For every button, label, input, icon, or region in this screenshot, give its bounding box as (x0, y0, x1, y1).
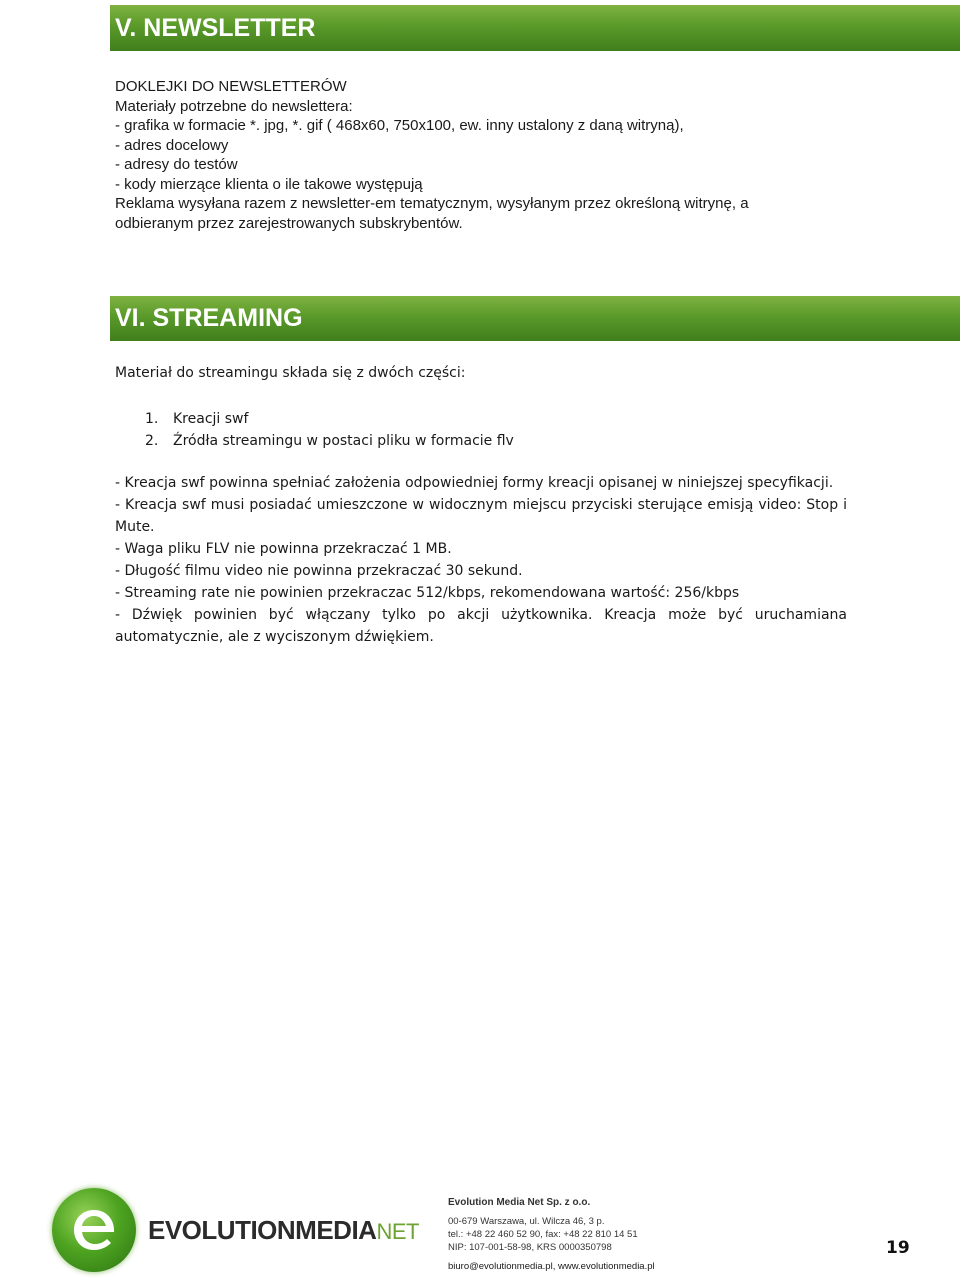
newsletter-line: - adresy do testów (115, 156, 238, 173)
page-number: 19 (886, 1238, 910, 1258)
newsletter-line: - grafika w formacie *. jpg, *. gif ( 468x60, 750x100, ew. inny ustalony z daną witryną), (115, 117, 684, 134)
streaming-rules (115, 472, 847, 648)
logo-e-icon (70, 1206, 118, 1254)
list-number: 2. (145, 433, 159, 449)
company-name: Evolution Media Net Sp. z o.o. (448, 1197, 591, 1208)
list-number: 1. (145, 411, 159, 427)
newsletter-line: - kody mierzące klienta o ile takowe występują (115, 175, 423, 193)
newsletter-line: - adres docelowy (115, 136, 229, 154)
streaming-list (145, 408, 877, 452)
list-item (145, 430, 877, 452)
company-address: 00-679 Warszawa, ul. Wilcza 46, 3 p. (448, 1216, 605, 1227)
rule-item: - Streaming rate nie powinien przekraczac 512/kbps, rekomendowana wartość: 256/kbps (115, 585, 740, 601)
rule-item: - Kreacja swf powinna spełniać założenia odpowiedniej formy kreacji opisanej w niniejszej specyfikacji. (115, 475, 834, 491)
section-heading-newsletter: V. NEWSLETTER (110, 5, 960, 51)
rule-item: - Waga pliku FLV nie powinna przekraczać 1 MB. (115, 541, 452, 557)
company-contact: biuro@evolutionmedia.pl, www.evolutionmedia.pl (448, 1261, 655, 1272)
streaming-intro: Materiał do streamingu składa się z dwóch części: (115, 365, 466, 381)
newsletter-line: odbieranym przez zarejestrowanych subskrybentów. (115, 214, 463, 232)
list-text: Kreacji swf (173, 411, 249, 427)
newsletter-line: Materiały potrzebne do newslettera: (115, 97, 353, 115)
logo-emblem-icon (52, 1188, 136, 1272)
newsletter-line: DOKLEJKI DO NEWSLETTERÓW (115, 78, 347, 95)
company-ids: NIP: 107-001-58-98, KRS 0000350798 (448, 1242, 612, 1253)
list-text: Źródła streamingu w postaci pliku w formacie flv (173, 433, 514, 449)
company-info (448, 1196, 655, 1273)
company-phone: tel.: +48 22 460 52 90, fax: +48 22 810 14 51 (448, 1229, 638, 1240)
newsletter-body (115, 77, 835, 233)
newsletter-line: Reklama wysyłana razem z newsletter-em tematycznym, wysyłanym przez określoną witrynę, a (115, 195, 749, 212)
section-heading-streaming: VI. STREAMING (110, 296, 960, 341)
company-logo (52, 1188, 419, 1274)
rule-item: - Kreacja swf musi posiadać umieszczone w widocznym miejscu przyciski sterujące emisją video: Stop i Mute. (115, 497, 847, 535)
rule-item: - Długość filmu video nie powinna przekraczać 30 sekund. (115, 563, 523, 579)
logo-wordmark: EVOLUTIONMEDIANET (148, 1215, 419, 1245)
rule-item: - Dźwięk powinien być włączany tylko po akcji użytkownika. Kreacja może być uruchamiana automatycznie, ale z wyciszonym dźwiękiem. (115, 607, 847, 645)
list-item (145, 408, 877, 430)
